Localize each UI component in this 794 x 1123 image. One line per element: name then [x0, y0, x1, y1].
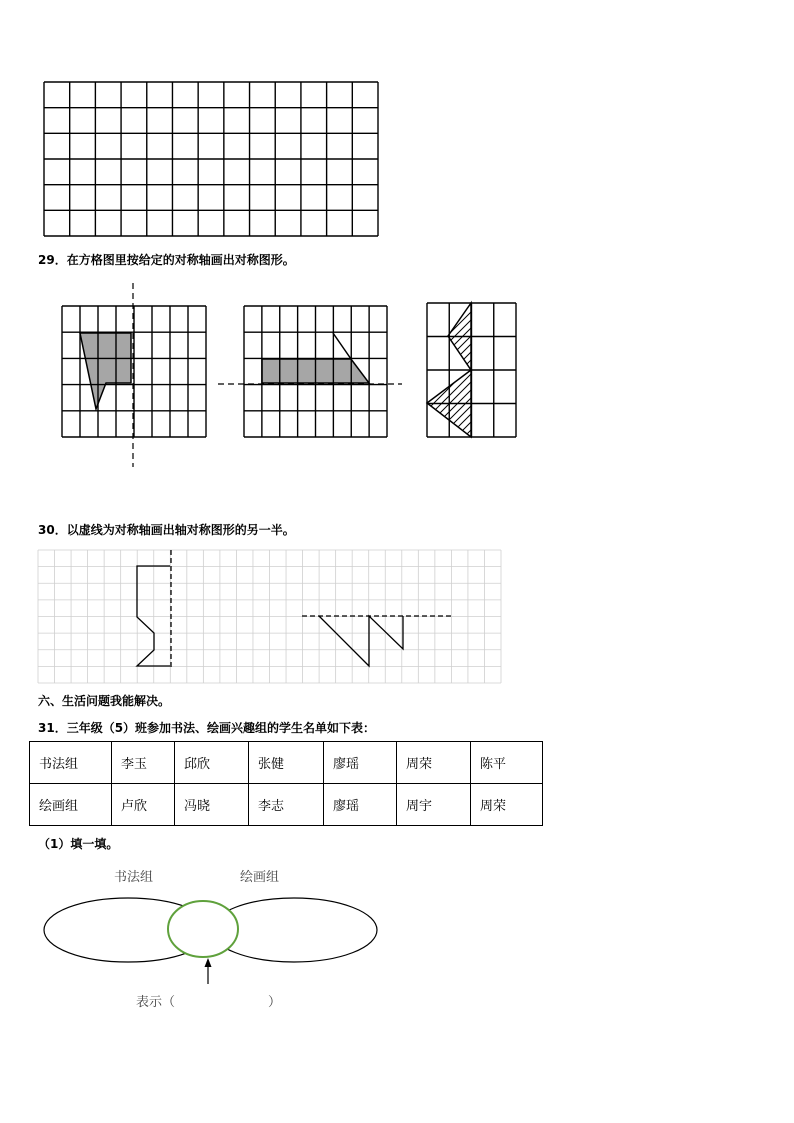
hatch-line	[454, 406, 471, 423]
hatch-line	[461, 344, 471, 354]
table-cell: 张健	[249, 742, 324, 784]
table-cell: 廖瑶	[324, 784, 397, 826]
question-29: 29．在方格图里按给定的对称轴画出对称图形。	[38, 253, 295, 267]
section-6-heading: 六、生活问题我能解决。	[38, 694, 171, 708]
hatch-line	[464, 352, 471, 359]
table-cell: 邱欣	[175, 742, 249, 784]
shaded-shape	[80, 333, 131, 409]
hatching	[431, 304, 471, 434]
answer-prompt-close: ）	[268, 995, 282, 1010]
arrow-head-icon	[205, 958, 212, 967]
symmetry-figure-3	[427, 303, 516, 437]
hatch-line	[463, 422, 471, 430]
table-cell: 李玉	[112, 742, 175, 784]
table-cell-group: 绘画组	[30, 784, 112, 826]
shape-edge	[333, 333, 351, 359]
symmetry-figure-2	[218, 306, 402, 437]
hatch-line	[471, 368, 472, 369]
hatch-line	[458, 336, 472, 350]
table-cell: 冯晓	[175, 784, 249, 826]
question-31: 31．三年级（5）班参加书法、绘画兴趣组的学生名单如下表：	[38, 721, 376, 735]
hatch-line	[451, 312, 472, 333]
venn-intersection	[168, 901, 238, 957]
answer-prompt-open: 表示（	[136, 995, 176, 1010]
hatch-line	[459, 414, 472, 427]
table-cell: 陈平	[471, 742, 543, 784]
half-shape-right	[319, 616, 403, 666]
hatch-line	[440, 382, 471, 413]
table-cell: 李志	[249, 784, 324, 826]
symmetry-figure-1	[62, 283, 206, 467]
table-cell: 廖瑶	[324, 742, 397, 784]
venn-right-label: 绘画组	[240, 870, 280, 885]
table-cell-group: 书法组	[30, 742, 112, 784]
table-cell: 周宇	[397, 784, 471, 826]
question-30: 30．以虚线为对称轴画出轴对称图形的另一半。	[38, 523, 295, 537]
venn-diagram	[44, 898, 377, 984]
blank-answer-grid	[44, 82, 378, 236]
table-cell: 周荣	[471, 784, 543, 826]
venn-left-label: 书法组	[114, 870, 154, 885]
figure-1-grid	[62, 306, 206, 437]
table-cell: 周荣	[397, 742, 471, 784]
question-31-part-1: （1）填一填。	[38, 837, 119, 851]
table-cell: 卢欣	[112, 784, 175, 826]
